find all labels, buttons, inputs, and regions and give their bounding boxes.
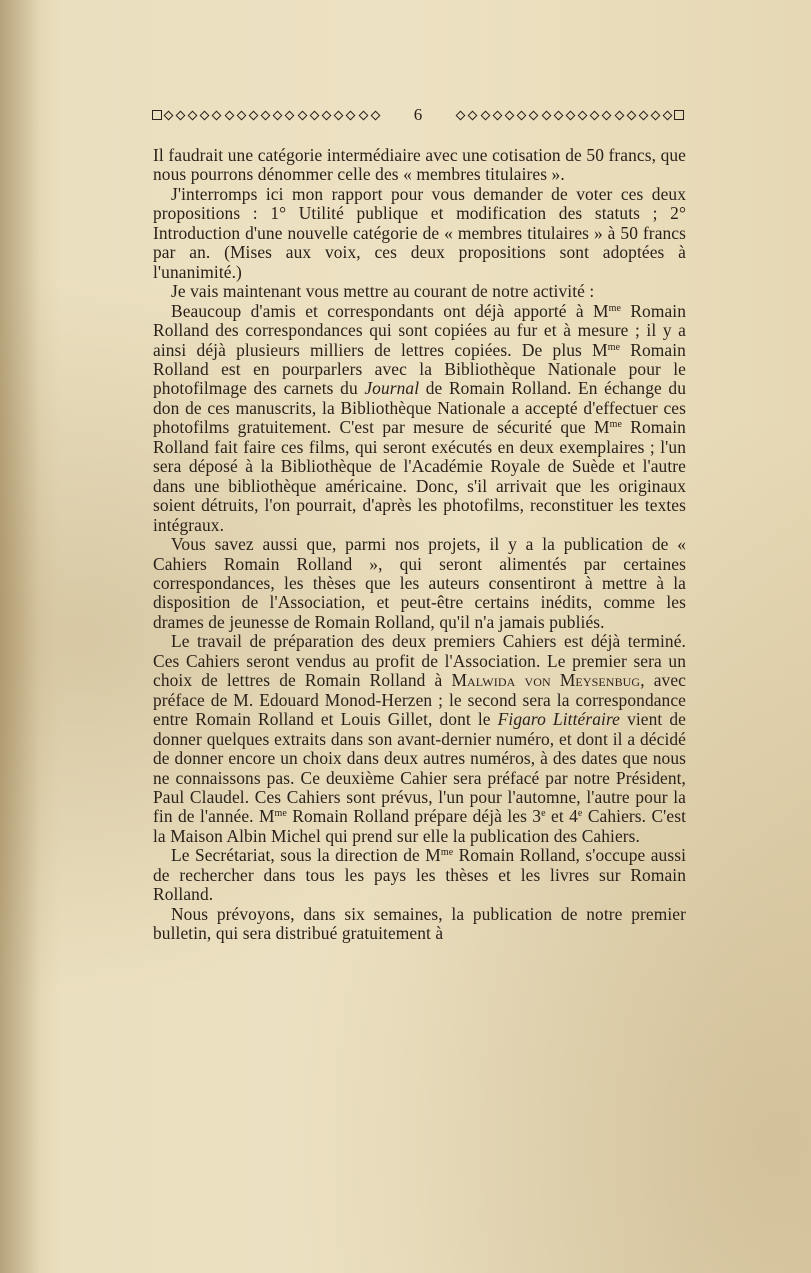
diamond-ornament-icon (322, 110, 332, 120)
paragraph-activity (153, 302, 686, 535)
text-run: Le Secrétariat, sous la direction de M (171, 845, 441, 866)
diamond-ornament-icon (529, 110, 539, 120)
paragraph-cahiers (153, 632, 686, 846)
paragraph: J'interromps ici mon rapport pour vous demander de voter ces deux propositions : 1° Utilité publique et modification des statuts ; 2° Introduction d'une nouvelle catégorie de « membres titulaires » à 50 francs par an. (Mises aux voix, ces deux propositions sont adoptées à l'unanimité.) (153, 183, 686, 282)
text-run: Romain Rolland, s'occupe aussi de rechercher dans tous les pays les thèses et les livres sur Romain Rolland. (153, 845, 686, 905)
superscript: me (274, 808, 287, 820)
text-run: vient de donner quelques extraits dans son avant-dernier numéro, et dont il a décidé de donner encore un choix dans deux autres numéros, à des dates que nous ne connaissons pas. Ce deuxième Cahier sera préfacé par notre Président, Paul Claudel. Ces Cahiers sont prévus, l'un pour l'automne, l'autre pour la fin de l'année. M (153, 709, 686, 827)
diamond-ornament-icon (626, 110, 636, 120)
page-fold-shadow (0, 0, 40, 1273)
superscript: e (541, 808, 546, 820)
text-run: Romain Rolland fait faire ces films, qui seront exécutés en deux exemplaires ; l'un sera déposé à la Bibliothèque de l'Académie Royale de Suède et l'autre dans une bibliothèque américaine. Donc, s'il arrivait que les originaux soient détruits, l'on pourrait, d'après les photofilms, reconstituer les textes intégraux. (153, 417, 686, 535)
diamond-ornament-icon (639, 110, 649, 120)
square-ornament-icon (152, 110, 162, 120)
text-run: Cahiers. C'est la Maison Albin Michel qui prend sur elle la publication des Cahiers. (153, 806, 686, 846)
small-caps-name: Malwida von Meysenbug (451, 670, 641, 691)
diamond-ornament-icon (273, 110, 283, 120)
superscript: e (577, 808, 583, 820)
paragraph: Nous prévoyons, dans six semaines, la publication de notre premier bulletin, qui sera distribué gratuitement à (153, 903, 686, 944)
paragraph-secretariat (153, 846, 686, 904)
paragraph: Je vais maintenant vous mettre au courant de notre activité : (171, 281, 595, 302)
diamond-ornament-icon (553, 110, 563, 120)
diamond-ornament-icon (565, 110, 575, 120)
paragraph: Il faudrait une catégorie intermédiaire avec une cotisation de 50 francs, que nous pourrons dénommer celle des « membres titulaires ». (153, 145, 686, 185)
left-ornament-rule (152, 107, 381, 123)
diamond-ornament-icon (297, 110, 307, 120)
text-run: Beaucoup d'amis et correspondants ont déjà apporté à M (171, 300, 609, 321)
text-run: de Romain Rolland. En échange du don de ces manuscrits, la Bibliothèque Nationale a accepté d'effectuer ces photofilms gratuitement. C'est par mesure de sécurité que M (153, 378, 687, 438)
text-run: Romain Rolland est en pourparlers avec la Bibliothèque Nationale pour le photofilmage des carnets du (153, 339, 686, 399)
diamond-ornament-icon (188, 110, 198, 120)
diamond-ornament-icon (224, 110, 234, 120)
text-run: Le travail de préparation des deux premiers Cahiers est déjà terminé. Ces Cahiers seront vendus au profit de l'Association. Le premier sera un choix de lettres de Romain Rolland à (153, 631, 686, 691)
superscript: me (608, 302, 622, 314)
diamond-ornament-icon (541, 110, 551, 120)
diamond-ornament-icon (590, 110, 600, 120)
right-ornament-rule (455, 107, 684, 123)
italic-title: Journal (364, 378, 420, 399)
diamond-ornament-icon (236, 110, 246, 120)
diamond-ornament-icon (651, 110, 661, 120)
diamond-ornament-icon (200, 110, 210, 120)
diamond-ornament-icon (285, 110, 295, 120)
diamond-ornament-icon (346, 110, 356, 120)
text-run: et 4 (545, 806, 578, 827)
diamond-ornament-icon (663, 110, 673, 120)
diamond-ornament-icon (505, 110, 515, 120)
square-ornament-icon (674, 110, 684, 120)
body-text (153, 146, 686, 944)
diamond-ornament-icon (370, 110, 380, 120)
page-number: 6 (413, 105, 423, 124)
diamond-ornament-icon (517, 110, 527, 120)
page-header (152, 104, 684, 126)
diamond-ornament-icon (602, 110, 612, 120)
diamond-ornament-icon (614, 110, 624, 120)
superscript: me (607, 341, 621, 353)
superscript: me (440, 847, 454, 859)
diamond-ornament-icon (309, 110, 319, 120)
text-run: Romain Rolland des correspondances qui sont copiées au fur et à mesure ; il y a ainsi déjà plusieurs milliers de lettres copiées. De plus M (153, 300, 686, 360)
diamond-ornament-icon (261, 110, 271, 120)
superscript: me (609, 419, 623, 431)
paragraph: Vous savez aussi que, parmi nos projets, il y a la publication de « Cahiers Romain Rolland », qui seront alimentés par certaines correspondances, les thèses que les auteurs consentiront à mettre à la disposition de l'Association, et peut-être certains inédits, comme les drames de jeunesse de Romain Rolland, qu'il n'a jamais publiés. (153, 534, 686, 632)
italic-title: Figaro Littéraire (497, 709, 621, 730)
diamond-ornament-icon (492, 110, 502, 120)
diamond-ornament-icon (212, 110, 222, 120)
diamond-ornament-icon (334, 110, 344, 120)
diamond-ornament-icon (358, 110, 368, 120)
diamond-ornament-icon (175, 110, 185, 120)
diamond-ornament-icon (456, 110, 466, 120)
text-run: Romain Rolland prépare déjà les 3 (286, 806, 542, 827)
diamond-ornament-icon (480, 110, 490, 120)
diamond-ornament-icon (248, 110, 258, 120)
diamond-ornament-icon (163, 110, 173, 120)
diamond-ornament-icon (578, 110, 588, 120)
text-run: , avec préface de M. Edouard Monod-Herzen ; le second sera la correspondance entre Romain Rolland et Louis Gillet, dont le (153, 670, 686, 730)
diamond-ornament-icon (468, 110, 478, 120)
